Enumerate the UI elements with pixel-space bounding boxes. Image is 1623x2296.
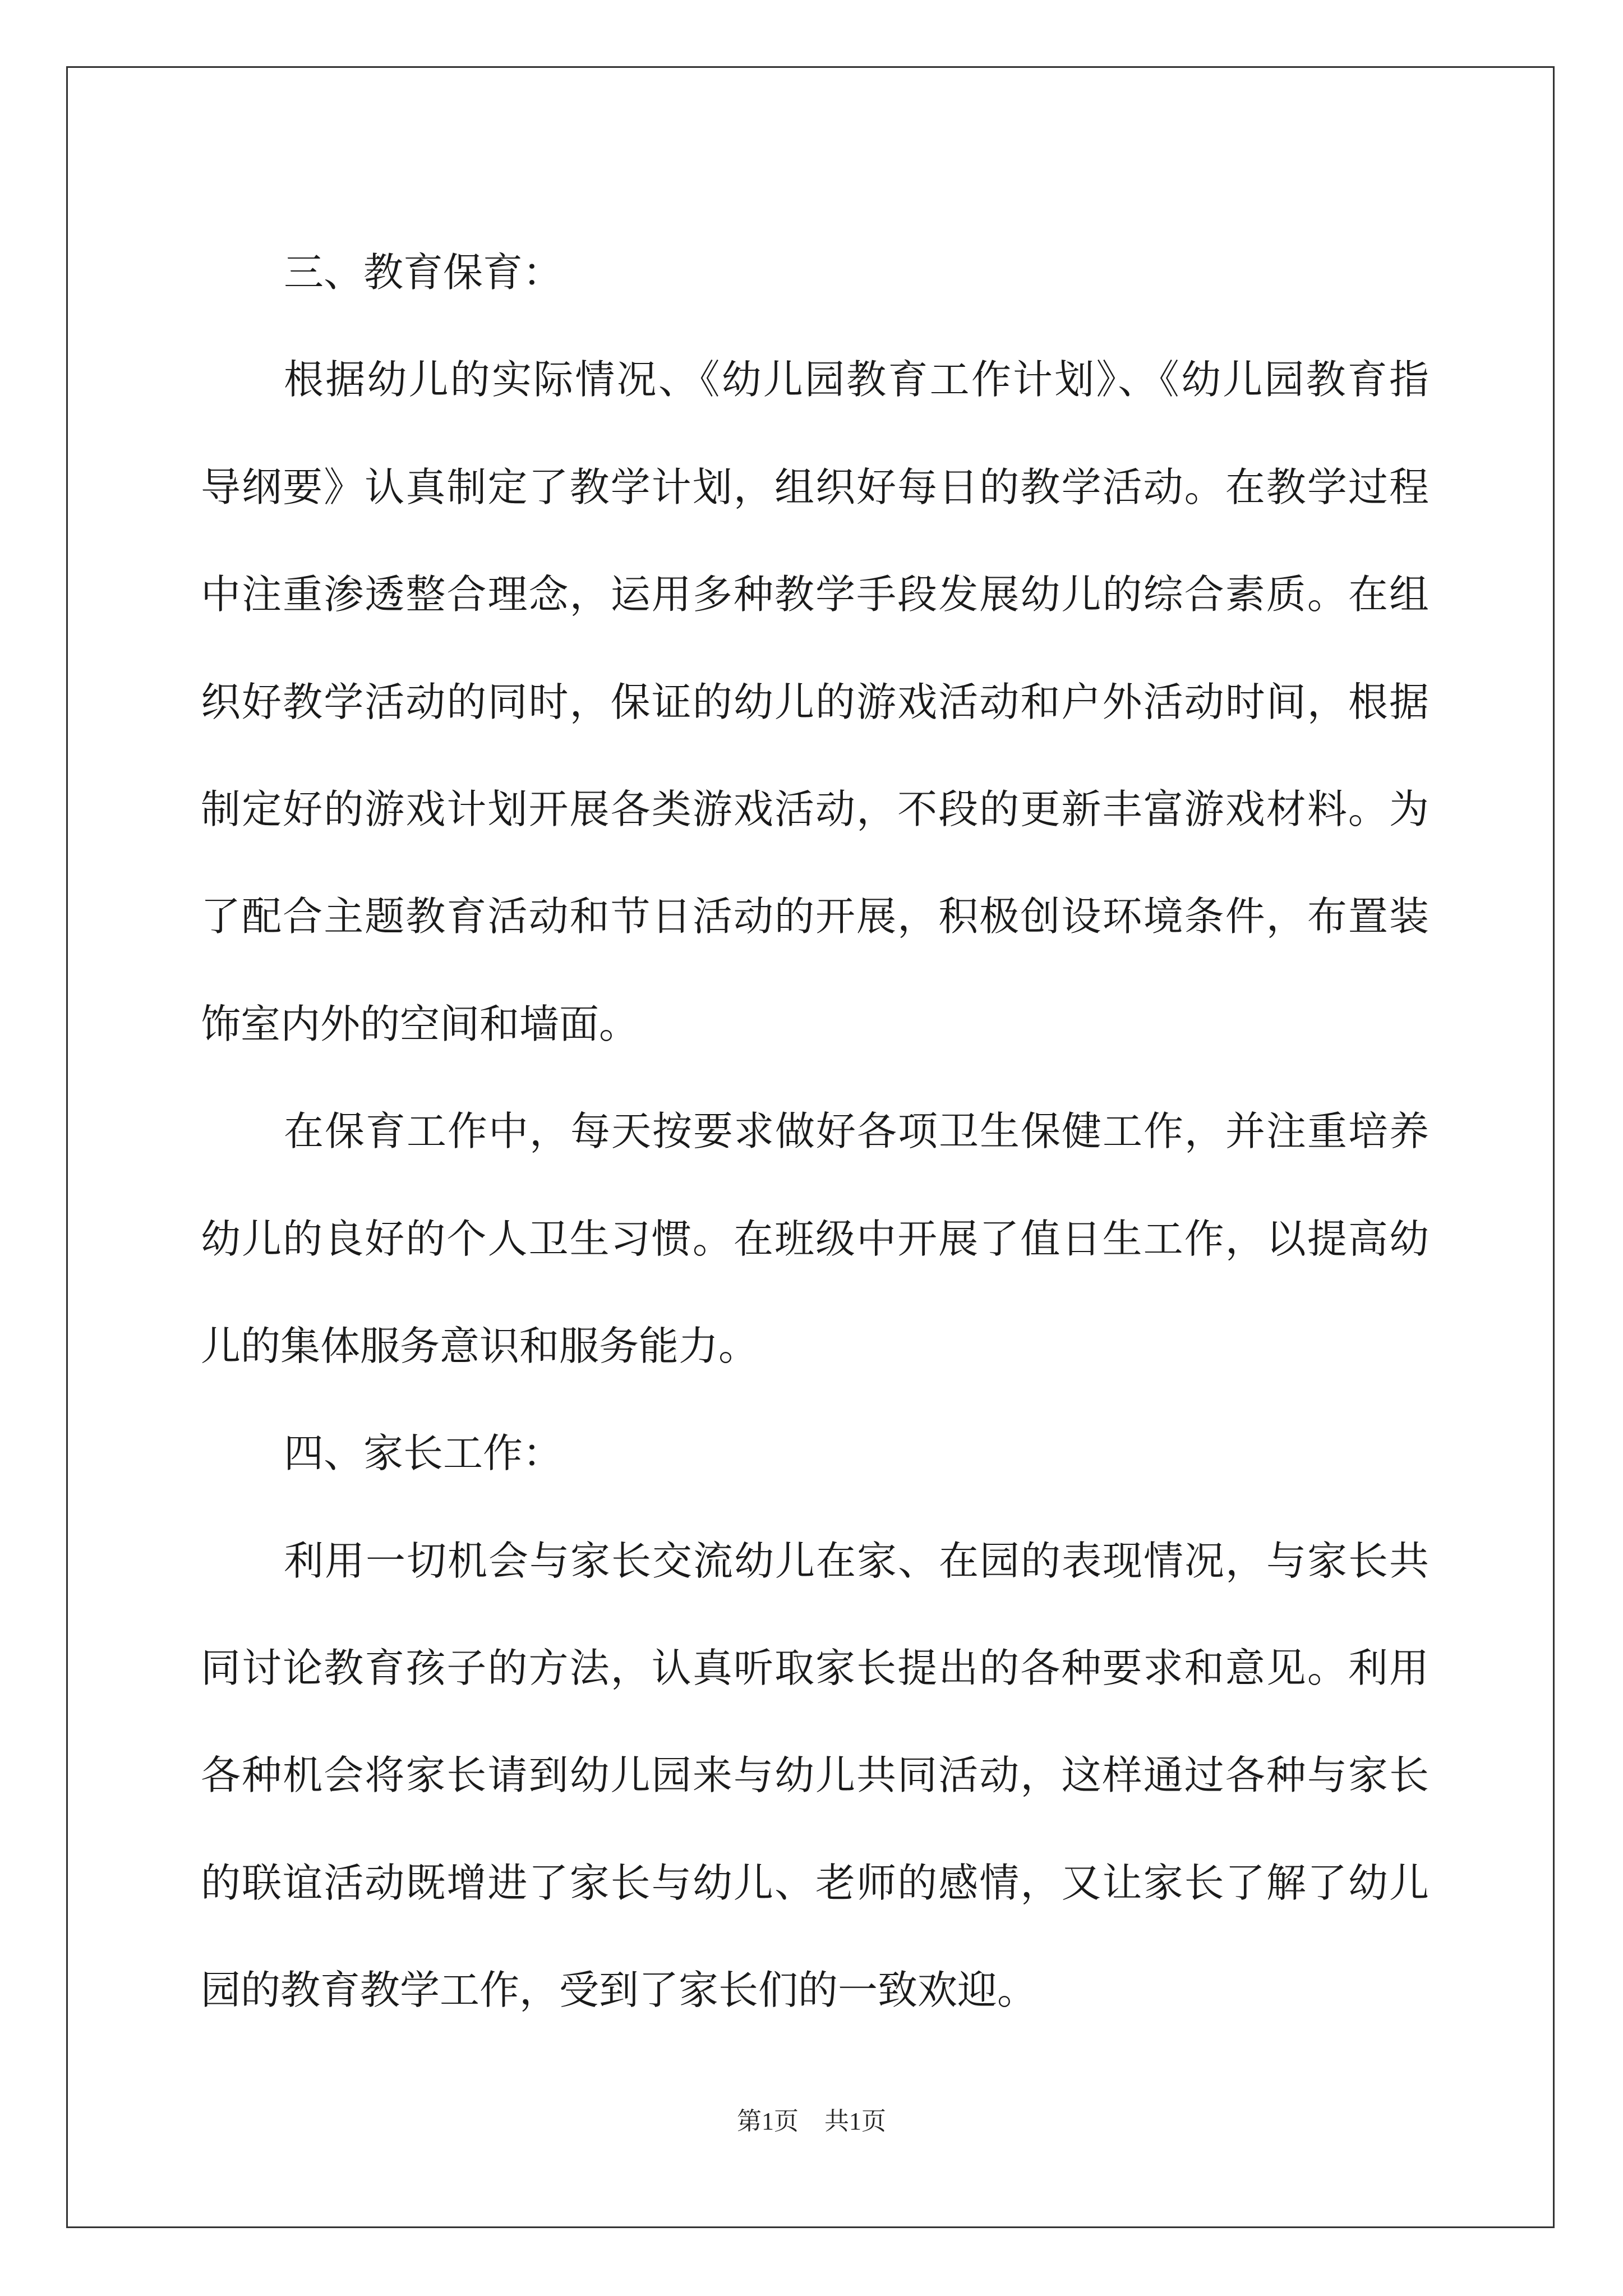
paragraph-line: 儿的集体服务意识和服务能力。 (201, 1322, 759, 1369)
paragraph-line: 幼儿的良好的个人卫生习惯。在班级中开展了值日生工作，以提高幼 (201, 1215, 1429, 1262)
page-number: 第1页 (737, 2108, 799, 2135)
paragraph-line: 了配合主题教育活动和节日活动的开展，积极创设环境条件，布置装 (201, 893, 1429, 940)
paragraph-line: 制定好的游戏计划开展各类游戏活动，不段的更新丰富游戏材料。为 (201, 785, 1429, 832)
paragraph-line: 的联谊活动既增进了家长与幼儿、老师的感情，又让家长了解了幼儿 (201, 1859, 1429, 1906)
paragraph-line: 中注重渗透整合理念，运用多种教学手段发展幼儿的综合素质。在组 (201, 571, 1429, 618)
section-heading-parents: 四、家长工作： (284, 1430, 563, 1477)
paragraph-line: 园的教育教学工作，受到了家长们的一致欢迎。 (201, 1967, 1038, 2014)
paragraph-line: 导纲要》认真制定了教学计划，组织好每日的教学活动。在教学过程 (201, 463, 1429, 510)
paragraph-line: 各种机会将家长请到幼儿园来与幼儿共同活动，这样通过各种与家长 (201, 1752, 1429, 1799)
page-total: 共1页 (824, 2108, 886, 2135)
paragraph-line: 同讨论教育孩子的方法，认真听取家长提出的各种要求和意见。利用 (201, 1645, 1429, 1692)
paragraph-line: 根据幼儿的实际情况、《幼儿园教育工作计划》、《幼儿园教育指 (284, 356, 1429, 403)
paragraph-line: 利用一切机会与家长交流幼儿在家、在园的表现情况，与家长共 (284, 1537, 1429, 1584)
page-footer (0, 2105, 1623, 2138)
paragraph-line: 在保育工作中，每天按要求做好各项卫生保健工作，并注重培养 (284, 1108, 1429, 1155)
section-heading-education: 三、教育保育： (284, 249, 563, 296)
paragraph-line: 织好教学活动的同时，保证的幼儿的游戏活动和户外活动时间，根据 (201, 678, 1429, 725)
document-body (201, 219, 1429, 2044)
paragraph-line: 饰室内外的空间和墙面。 (201, 1000, 639, 1047)
